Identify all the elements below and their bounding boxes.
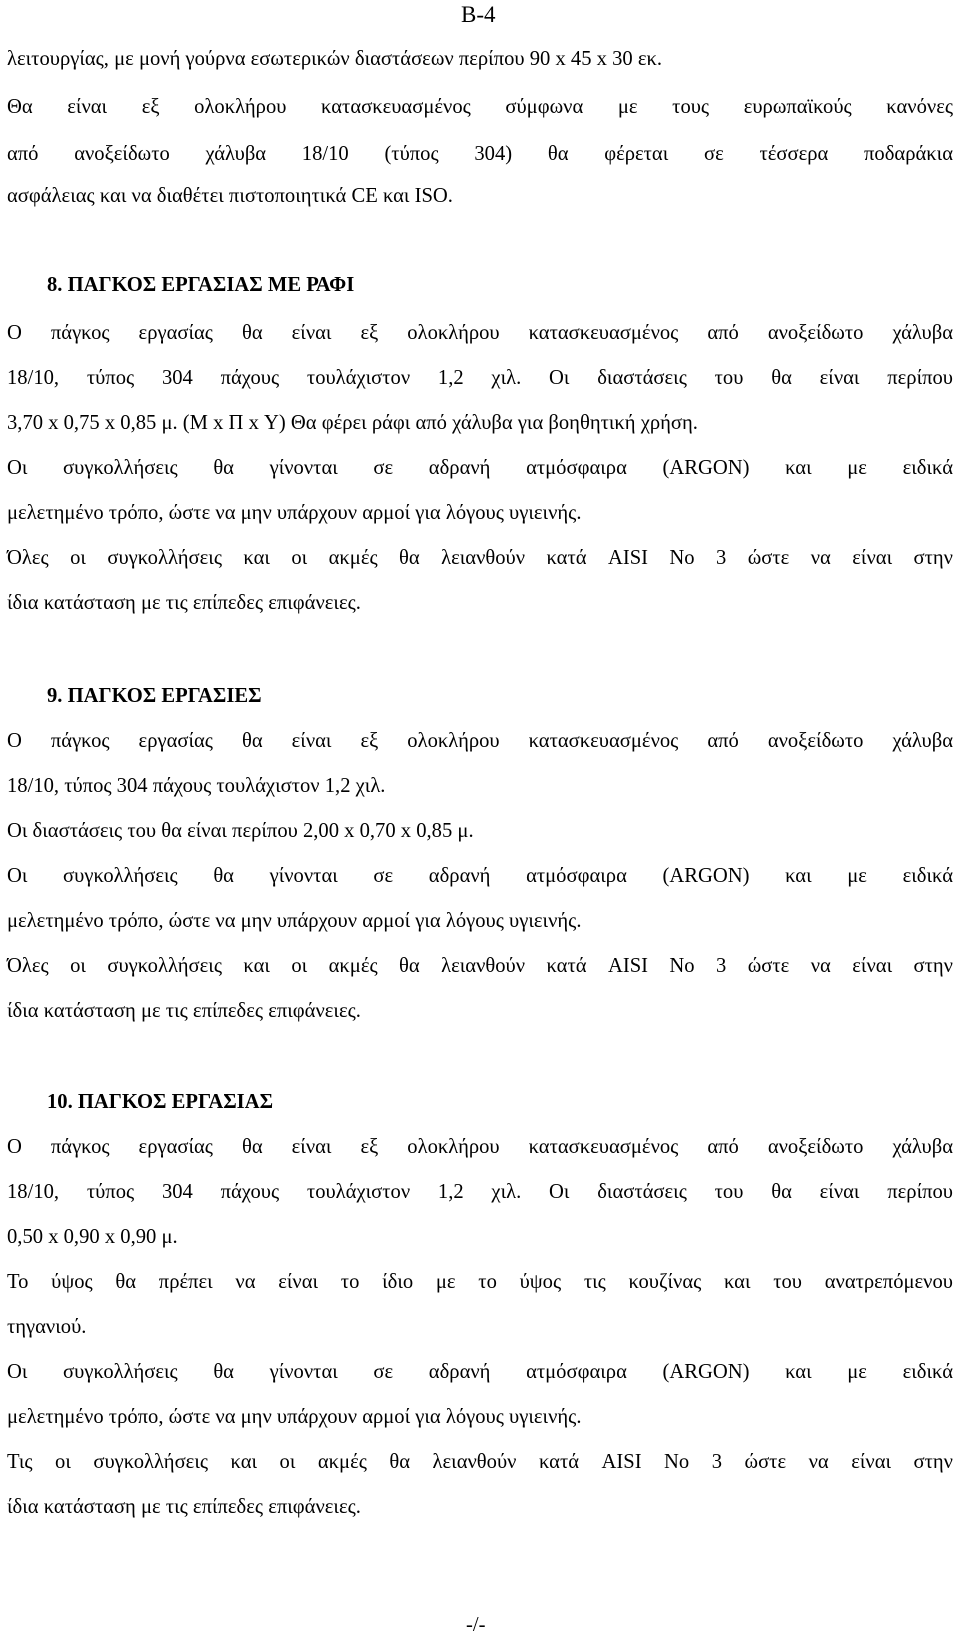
section-8-line: 3,70 x 0,75 x 0,85 μ. (Μ x Π x Υ) Θα φέρει ράφι από χάλυβα για βοηθητική χρήση.	[7, 412, 698, 434]
section-10-line: 0,50 x 0,90 x 0,90 μ.	[7, 1226, 178, 1248]
section-10-line: μελετημένο τρόπο, ώστε να μην υπάρχουν αρμοί για λόγους υγιεινής.	[7, 1406, 582, 1428]
section-10-line: Ο πάγκος εργασίας θα είναι εξ ολοκλήρου κατασκευασμένος από ανοξείδωτο χάλυβα	[7, 1136, 953, 1158]
section-8-line: Ο πάγκος εργασίας θα είναι εξ ολοκλήρου κατασκευασμένος από ανοξείδωτο χάλυβα	[7, 322, 953, 344]
section-heading-10: 10. ΠΑΓΚΟΣ ΕΡΓΑΣΙΑΣ	[47, 1091, 274, 1113]
section-8-line: Οι συγκολλήσεις θα γίνονται σε αδρανή ατμόσφαιρα (ARGON) και με ειδικά	[7, 457, 953, 479]
section-10-line: Οι συγκολλήσεις θα γίνονται σε αδρανή ατμόσφαιρα (ARGON) και με ειδικά	[7, 1361, 953, 1383]
section-10-line: Τις οι συγκολλήσεις και οι ακμές θα λειανθούν κατά AISI No 3 ώστε να είναι στην	[7, 1451, 953, 1473]
section-9-line: Όλες οι συγκολλήσεις και οι ακμές θα λειανθούν κατά AISI No 3 ώστε να είναι στην	[7, 955, 953, 977]
section-9-line: Ο πάγκος εργασίας θα είναι εξ ολοκλήρου κατασκευασμένος από ανοξείδωτο χάλυβα	[7, 730, 953, 752]
section-9-line: μελετημένο τρόπο, ώστε να μην υπάρχουν αρμοί για λόγους υγιεινής.	[7, 910, 582, 932]
section-8-line: 18/10, τύπος 304 πάχους τουλάχιστον 1,2 χιλ. Οι διαστάσεις του θα είναι περίπου	[7, 367, 953, 389]
section-10-line: 18/10, τύπος 304 πάχους τουλάχιστον 1,2 χιλ. Οι διαστάσεις του θα είναι περίπου	[7, 1181, 953, 1203]
intro-line: Θα είναι εξ ολοκλήρου κατασκευασμένος σύμφωνα με τους ευρωπαϊκούς κανόνες	[7, 96, 953, 118]
section-9-line: 18/10, τύπος 304 πάχους τουλάχιστον 1,2 χιλ.	[7, 775, 386, 797]
section-8-line: ίδια κατάσταση με τις επίπεδες επιφάνειες.	[7, 592, 361, 614]
section-10-line: ίδια κατάσταση με τις επίπεδες επιφάνειες.	[7, 1496, 361, 1518]
section-8-line: Όλες οι συγκολλήσεις και οι ακμές θα λειανθούν κατά AISI No 3 ώστε να είναι στην	[7, 547, 953, 569]
section-heading-9: 9. ΠΑΓΚΟΣ ΕΡΓΑΣΙΕΣ	[47, 685, 262, 707]
intro-line: από ανοξείδωτο χάλυβα 18/10 (τύπος 304) θα φέρεται σε τέσσερα ποδαράκια	[7, 143, 953, 165]
page-footer-mark: -/-	[466, 1614, 486, 1636]
section-8-line: μελετημένο τρόπο, ώστε να μην υπάρχουν αρμοί για λόγους υγιεινής.	[7, 502, 582, 524]
section-9-line: Οι συγκολλήσεις θα γίνονται σε αδρανή ατμόσφαιρα (ARGON) και με ειδικά	[7, 865, 953, 887]
intro-line: λειτουργίας, με μονή γούρνα εσωτερικών διαστάσεων περίπου 90 x 45 x 30 εκ.	[7, 48, 663, 70]
intro-line: ασφάλειας και να διαθέτει πιστοποιητικά CE και ISO.	[7, 185, 453, 207]
section-9-line: Οι διαστάσεις του θα είναι περίπου 2,00 x 0,70 x 0,85 μ.	[7, 820, 474, 842]
section-10-line: Το ύψος θα πρέπει να είναι το ίδιο με το ύψος τις κουζίνας και του ανατρεπόμενου	[7, 1271, 953, 1293]
section-10-line: τηγανιού.	[7, 1316, 87, 1338]
page-code: B-4	[461, 2, 496, 27]
section-9-line: ίδια κατάσταση με τις επίπεδες επιφάνειες.	[7, 1000, 361, 1022]
section-heading-8: 8. ΠΑΓΚΟΣ ΕΡΓΑΣΙΑΣ ΜΕ ΡΑΦΙ	[47, 274, 355, 296]
